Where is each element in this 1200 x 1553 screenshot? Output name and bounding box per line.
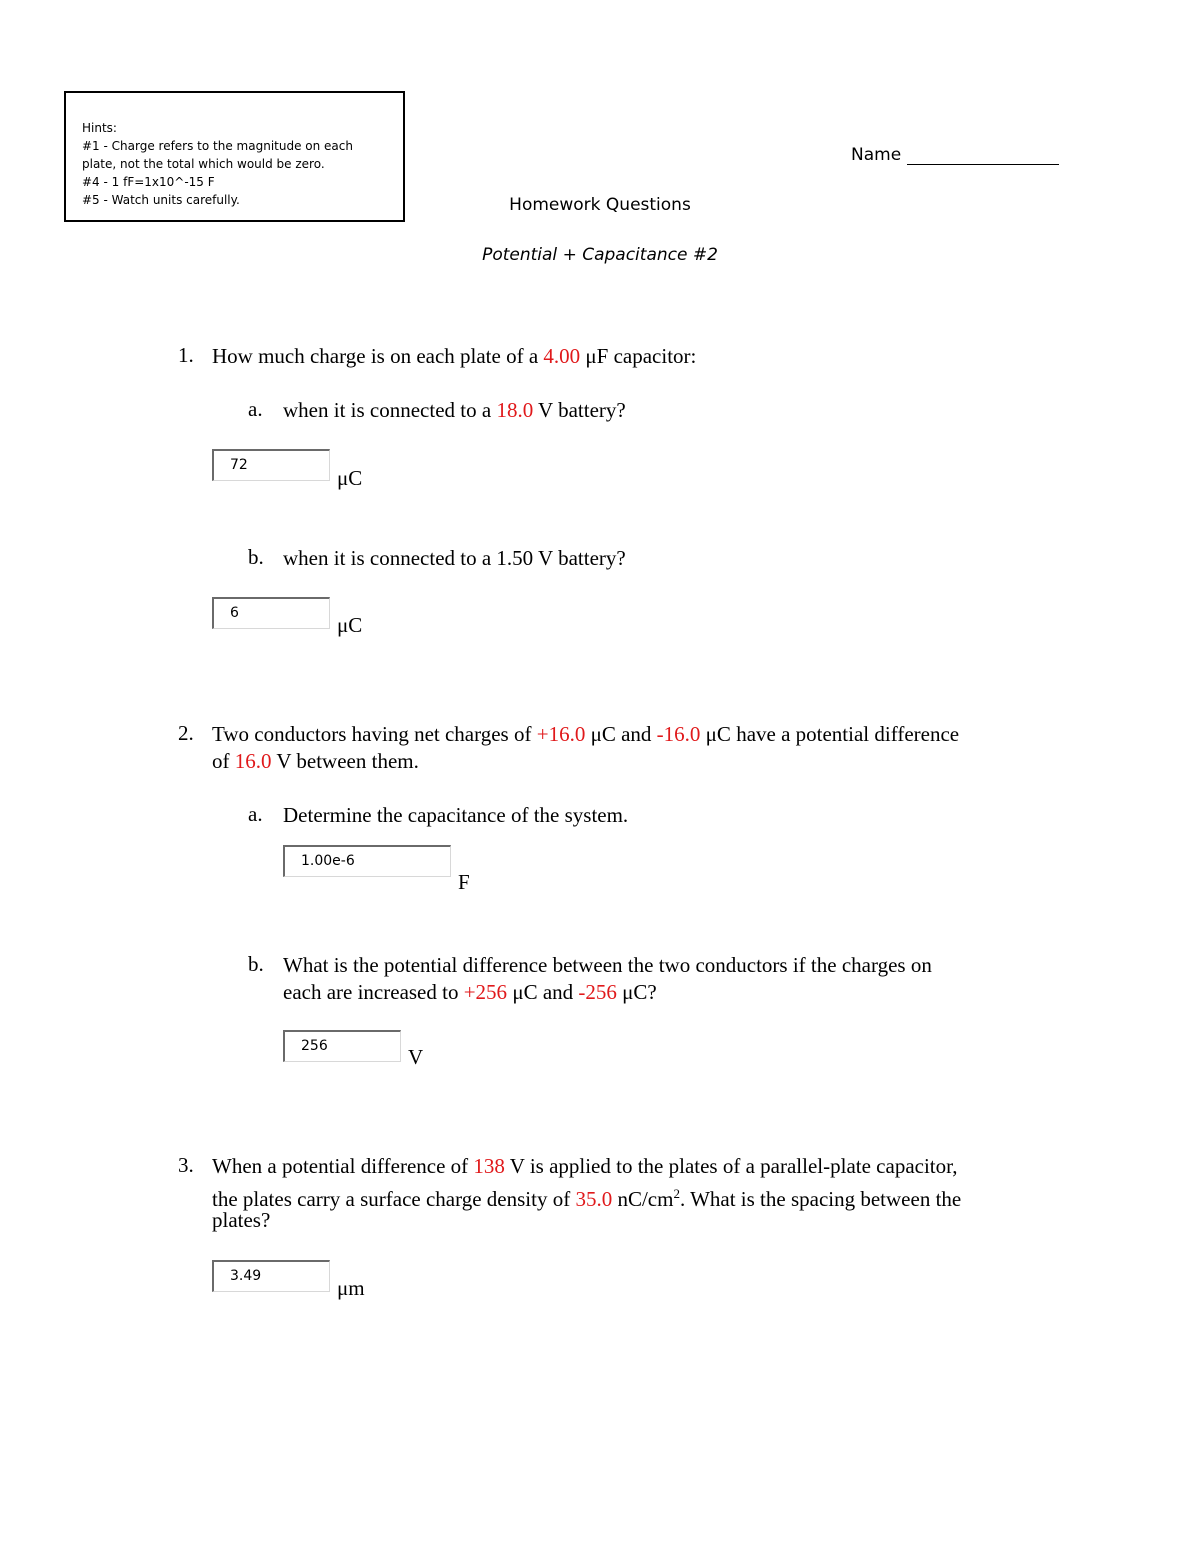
hints-title: Hints: xyxy=(82,121,117,135)
subquestion-label: a. xyxy=(248,397,263,421)
answer-input-1b[interactable] xyxy=(212,597,330,629)
page-subtitle: Potential + Capacitance #2 xyxy=(482,245,718,265)
answer-value: 3.49 xyxy=(230,1268,262,1284)
answer-input-3[interactable] xyxy=(212,1260,330,1292)
subquestion-label: b. xyxy=(248,952,264,976)
answer-value: 256 xyxy=(301,1038,328,1054)
answer-unit: F xyxy=(458,870,470,894)
question-3-text-line3: plates? xyxy=(212,1208,271,1232)
name-blank-line[interactable] xyxy=(907,164,1059,165)
answer-unit: μC xyxy=(337,613,363,637)
answer-value: 6 xyxy=(230,605,239,621)
question-3-text-line1: When a potential difference of 138 V is applied to the plates of a parallel-plate capacitor, xyxy=(212,1154,958,1178)
subquestion-label: b. xyxy=(248,545,264,569)
question-1-text: How much charge is on each plate of a 4.00 μF capacitor: xyxy=(212,344,697,368)
answer-unit: V xyxy=(408,1045,424,1069)
answer-unit: μm xyxy=(337,1276,365,1300)
question-2-text-line2: of 16.0 V between them. xyxy=(212,749,419,773)
subquestion-label: a. xyxy=(248,802,263,826)
answer-input-2a[interactable] xyxy=(283,845,451,877)
answer-value: 72 xyxy=(230,457,248,473)
answer-input-2b[interactable] xyxy=(283,1030,401,1062)
hint-line: #5 - Watch units carefully. xyxy=(82,193,240,207)
question-3-text-line2: the plates carry a surface charge density of 35.0 $nC/cm^2$. What is the spacing between the xyxy=(212,1186,962,1211)
question-2b-text-line2: each are increased to +256 μC and -256 μC? xyxy=(283,980,657,1004)
question-2-text-line1: Two conductors having net charges of +16.0 μC and -16.0 μC have a potential difference xyxy=(212,722,960,746)
hint-line: plate, not the total which would be zero. xyxy=(82,157,325,171)
hint-line: #1 - Charge refers to the magnitude on each xyxy=(82,139,353,153)
question-number: 1. xyxy=(178,343,194,367)
question-2a-text: Determine the capacitance of the system. xyxy=(283,803,629,827)
answer-value: 1.00e-6 xyxy=(301,853,355,869)
answer-unit: μC xyxy=(337,466,363,490)
question-number: 2. xyxy=(178,721,194,745)
name-label: Name xyxy=(851,145,902,165)
question-1a-text: when it is connected to a 18.0 V battery? xyxy=(283,398,626,422)
answer-input-1a[interactable] xyxy=(212,449,330,481)
hint-line: #4 - 1 fF=1x10^-15 F xyxy=(82,175,215,189)
question-number: 3. xyxy=(178,1153,194,1177)
page-title: Homework Questions xyxy=(509,195,691,215)
question-1b-text: when it is connected to a 1.50 V battery? xyxy=(283,546,626,570)
question-2b-text-line1: What is the potential difference between the two conductors if the charges on xyxy=(283,953,932,977)
